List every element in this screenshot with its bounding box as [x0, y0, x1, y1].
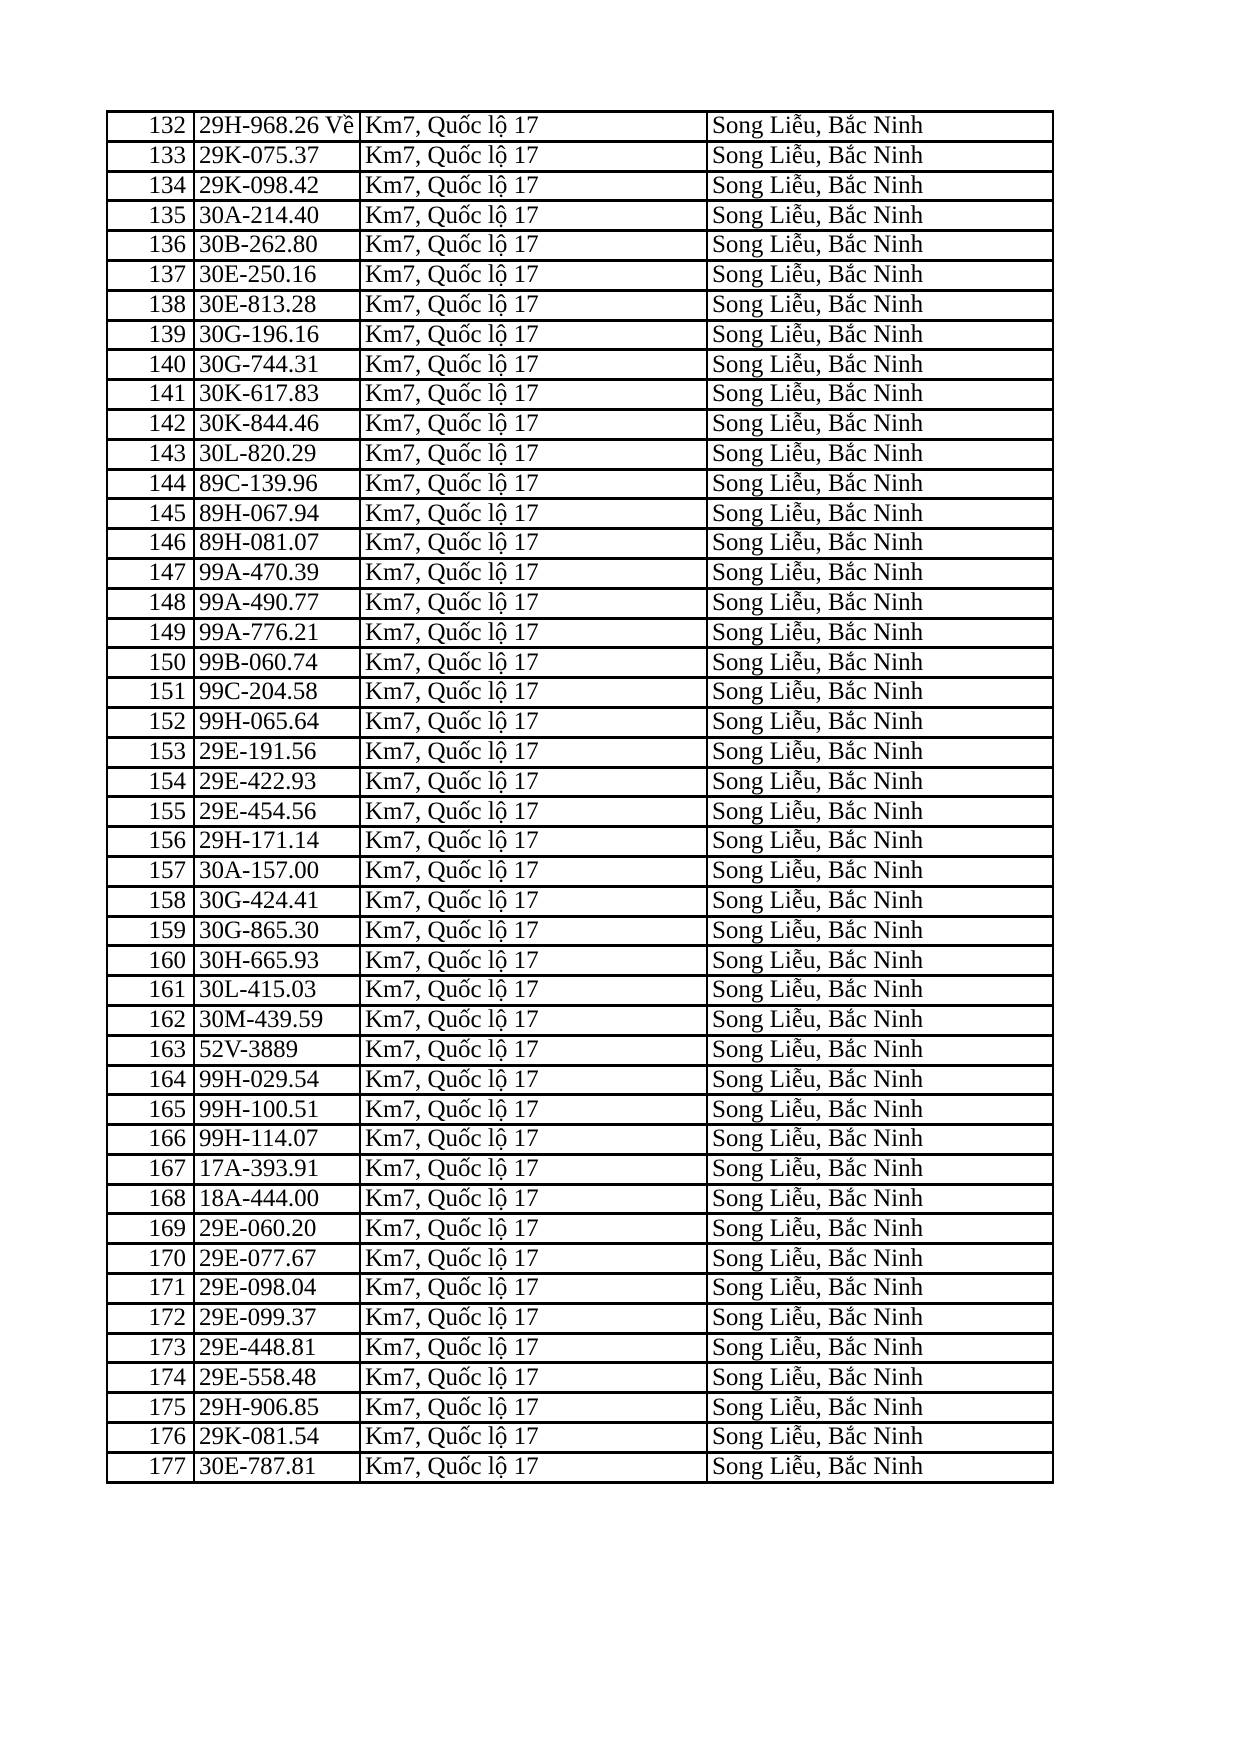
location-cell: Km7, Quốc lộ 17 [360, 1244, 707, 1274]
table-body [107, 112, 1053, 1483]
location-cell: Km7, Quốc lộ 17 [360, 856, 707, 886]
location-cell: Km7, Quốc lộ 17 [360, 558, 707, 588]
table-row [107, 1184, 1053, 1214]
location-cell: Km7, Quốc lộ 17 [360, 439, 707, 469]
table-row [107, 112, 1053, 142]
row-number-cell: 157 [107, 856, 194, 886]
table-row [107, 529, 1053, 559]
plate-cell: 30M-439.59 [194, 1005, 360, 1035]
plate-cell: 30A-157.00 [194, 856, 360, 886]
plate-cell: 29E-099.37 [194, 1303, 360, 1333]
row-number-cell: 141 [107, 380, 194, 410]
plate-cell: 29H-171.14 [194, 827, 360, 857]
district-cell: Song Liễu, Bắc Ninh [707, 1125, 1053, 1155]
table-row [107, 976, 1053, 1006]
location-cell: Km7, Quốc lộ 17 [360, 1065, 707, 1095]
table-row [107, 1035, 1053, 1065]
table-row [107, 201, 1053, 231]
row-number-cell: 168 [107, 1184, 194, 1214]
row-number-cell: 173 [107, 1333, 194, 1363]
plate-cell: 30E-813.28 [194, 290, 360, 320]
district-cell: Song Liễu, Bắc Ninh [707, 290, 1053, 320]
district-cell: Song Liễu, Bắc Ninh [707, 112, 1053, 142]
row-number-cell: 143 [107, 439, 194, 469]
row-number-cell: 171 [107, 1274, 194, 1304]
table-row [107, 499, 1053, 529]
row-number-cell: 166 [107, 1125, 194, 1155]
row-number-cell: 153 [107, 737, 194, 767]
district-cell: Song Liễu, Bắc Ninh [707, 439, 1053, 469]
table-row [107, 1452, 1053, 1482]
plate-cell: 18A-444.00 [194, 1184, 360, 1214]
plate-cell: 99A-776.21 [194, 618, 360, 648]
district-cell: Song Liễu, Bắc Ninh [707, 767, 1053, 797]
district-cell: Song Liễu, Bắc Ninh [707, 1333, 1053, 1363]
plate-cell: 30L-820.29 [194, 439, 360, 469]
row-number-cell: 164 [107, 1065, 194, 1095]
plate-cell: 89H-081.07 [194, 529, 360, 559]
location-cell: Km7, Quốc lộ 17 [360, 409, 707, 439]
location-cell: Km7, Quốc lộ 17 [360, 1393, 707, 1423]
table-row [107, 171, 1053, 201]
district-cell: Song Liễu, Bắc Ninh [707, 916, 1053, 946]
district-cell: Song Liễu, Bắc Ninh [707, 886, 1053, 916]
district-cell: Song Liễu, Bắc Ninh [707, 409, 1053, 439]
plate-cell: 17A-393.91 [194, 1154, 360, 1184]
table-row [107, 618, 1053, 648]
plate-cell: 30A-214.40 [194, 201, 360, 231]
plate-cell: 30G-424.41 [194, 886, 360, 916]
table-row [107, 469, 1053, 499]
table-row [107, 707, 1053, 737]
plate-cell: 52V-3889 [194, 1035, 360, 1065]
location-cell: Km7, Quốc lộ 17 [360, 1154, 707, 1184]
location-cell: Km7, Quốc lộ 17 [360, 588, 707, 618]
district-cell: Song Liễu, Bắc Ninh [707, 827, 1053, 857]
location-cell: Km7, Quốc lộ 17 [360, 499, 707, 529]
row-number-cell: 145 [107, 499, 194, 529]
location-cell: Km7, Quốc lộ 17 [360, 469, 707, 499]
row-number-cell: 144 [107, 469, 194, 499]
row-number-cell: 162 [107, 1005, 194, 1035]
location-cell: Km7, Quốc lộ 17 [360, 1274, 707, 1304]
location-cell: Km7, Quốc lộ 17 [360, 976, 707, 1006]
row-number-cell: 142 [107, 409, 194, 439]
row-number-cell: 136 [107, 231, 194, 261]
district-cell: Song Liễu, Bắc Ninh [707, 201, 1053, 231]
row-number-cell: 155 [107, 797, 194, 827]
location-cell: Km7, Quốc lộ 17 [360, 1125, 707, 1155]
table-row [107, 886, 1053, 916]
plate-cell: 29E-060.20 [194, 1214, 360, 1244]
district-cell: Song Liễu, Bắc Ninh [707, 1393, 1053, 1423]
row-number-cell: 170 [107, 1244, 194, 1274]
row-number-cell: 158 [107, 886, 194, 916]
row-number-cell: 174 [107, 1363, 194, 1393]
row-number-cell: 177 [107, 1452, 194, 1482]
table-row [107, 409, 1053, 439]
district-cell: Song Liễu, Bắc Ninh [707, 141, 1053, 171]
district-cell: Song Liễu, Bắc Ninh [707, 1363, 1053, 1393]
district-cell: Song Liễu, Bắc Ninh [707, 260, 1053, 290]
district-cell: Song Liễu, Bắc Ninh [707, 1303, 1053, 1333]
location-cell: Km7, Quốc lộ 17 [360, 678, 707, 708]
plate-cell: 29K-081.54 [194, 1423, 360, 1453]
district-cell: Song Liễu, Bắc Ninh [707, 1423, 1053, 1453]
location-cell: Km7, Quốc lộ 17 [360, 1184, 707, 1214]
district-cell: Song Liễu, Bắc Ninh [707, 588, 1053, 618]
row-number-cell: 140 [107, 350, 194, 380]
plate-cell: 29K-075.37 [194, 141, 360, 171]
location-cell: Km7, Quốc lộ 17 [360, 767, 707, 797]
row-number-cell: 139 [107, 320, 194, 350]
row-number-cell: 150 [107, 648, 194, 678]
location-cell: Km7, Quốc lộ 17 [360, 618, 707, 648]
location-cell: Km7, Quốc lộ 17 [360, 1452, 707, 1482]
location-cell: Km7, Quốc lộ 17 [360, 1214, 707, 1244]
row-number-cell: 165 [107, 1095, 194, 1125]
location-cell: Km7, Quốc lộ 17 [360, 827, 707, 857]
table-row [107, 290, 1053, 320]
district-cell: Song Liễu, Bắc Ninh [707, 976, 1053, 1006]
location-cell: Km7, Quốc lộ 17 [360, 1363, 707, 1393]
location-cell: Km7, Quốc lộ 17 [360, 201, 707, 231]
plate-cell: 30E-250.16 [194, 260, 360, 290]
table-row [107, 588, 1053, 618]
row-number-cell: 163 [107, 1035, 194, 1065]
location-cell: Km7, Quốc lộ 17 [360, 1095, 707, 1125]
location-cell: Km7, Quốc lộ 17 [360, 231, 707, 261]
table-row [107, 439, 1053, 469]
location-cell: Km7, Quốc lộ 17 [360, 141, 707, 171]
row-number-cell: 133 [107, 141, 194, 171]
table-row [107, 231, 1053, 261]
district-cell: Song Liễu, Bắc Ninh [707, 1452, 1053, 1482]
plate-cell: 30G-865.30 [194, 916, 360, 946]
row-number-cell: 146 [107, 529, 194, 559]
location-cell: Km7, Quốc lộ 17 [360, 529, 707, 559]
table-row [107, 260, 1053, 290]
location-cell: Km7, Quốc lộ 17 [360, 112, 707, 142]
table-row [107, 1005, 1053, 1035]
row-number-cell: 152 [107, 707, 194, 737]
row-number-cell: 151 [107, 678, 194, 708]
location-cell: Km7, Quốc lộ 17 [360, 1423, 707, 1453]
table-row [107, 856, 1053, 886]
table-row [107, 350, 1053, 380]
district-cell: Song Liễu, Bắc Ninh [707, 320, 1053, 350]
district-cell: Song Liễu, Bắc Ninh [707, 1184, 1053, 1214]
row-number-cell: 159 [107, 916, 194, 946]
district-cell: Song Liễu, Bắc Ninh [707, 946, 1053, 976]
plate-cell: 30G-196.16 [194, 320, 360, 350]
plate-cell: 99A-470.39 [194, 558, 360, 588]
plate-cell: 29E-077.67 [194, 1244, 360, 1274]
row-number-cell: 134 [107, 171, 194, 201]
plate-cell: 29E-098.04 [194, 1274, 360, 1304]
district-cell: Song Liễu, Bắc Ninh [707, 350, 1053, 380]
district-cell: Song Liễu, Bắc Ninh [707, 231, 1053, 261]
table-row [107, 827, 1053, 857]
row-number-cell: 132 [107, 112, 194, 142]
row-number-cell: 156 [107, 827, 194, 857]
location-cell: Km7, Quốc lộ 17 [360, 886, 707, 916]
table-row [107, 737, 1053, 767]
row-number-cell: 172 [107, 1303, 194, 1333]
row-number-cell: 169 [107, 1214, 194, 1244]
district-cell: Song Liễu, Bắc Ninh [707, 707, 1053, 737]
row-number-cell: 138 [107, 290, 194, 320]
plate-cell: 99C-204.58 [194, 678, 360, 708]
district-cell: Song Liễu, Bắc Ninh [707, 1214, 1053, 1244]
table-row [107, 1125, 1053, 1155]
district-cell: Song Liễu, Bắc Ninh [707, 1005, 1053, 1035]
district-cell: Song Liễu, Bắc Ninh [707, 618, 1053, 648]
table-row [107, 558, 1053, 588]
table-row [107, 678, 1053, 708]
plate-cell: 29E-422.93 [194, 767, 360, 797]
table-row [107, 1274, 1053, 1304]
row-number-cell: 167 [107, 1154, 194, 1184]
vehicle-records-table [106, 110, 1054, 1484]
location-cell: Km7, Quốc lộ 17 [360, 290, 707, 320]
plate-cell: 29E-454.56 [194, 797, 360, 827]
location-cell: Km7, Quốc lộ 17 [360, 1303, 707, 1333]
table-row [107, 1363, 1053, 1393]
location-cell: Km7, Quốc lộ 17 [360, 737, 707, 767]
location-cell: Km7, Quốc lộ 17 [360, 1333, 707, 1363]
table-row [107, 1423, 1053, 1453]
district-cell: Song Liễu, Bắc Ninh [707, 1065, 1053, 1095]
table-row [107, 1393, 1053, 1423]
district-cell: Song Liễu, Bắc Ninh [707, 856, 1053, 886]
row-number-cell: 147 [107, 558, 194, 588]
table-row [107, 648, 1053, 678]
row-number-cell: 149 [107, 618, 194, 648]
plate-cell: 99B-060.74 [194, 648, 360, 678]
plate-cell: 30G-744.31 [194, 350, 360, 380]
district-cell: Song Liễu, Bắc Ninh [707, 529, 1053, 559]
plate-cell: 29H-906.85 [194, 1393, 360, 1423]
district-cell: Song Liễu, Bắc Ninh [707, 558, 1053, 588]
location-cell: Km7, Quốc lộ 17 [360, 260, 707, 290]
table-row [107, 1303, 1053, 1333]
location-cell: Km7, Quốc lộ 17 [360, 320, 707, 350]
location-cell: Km7, Quốc lộ 17 [360, 707, 707, 737]
location-cell: Km7, Quốc lộ 17 [360, 1005, 707, 1035]
plate-cell: 30K-617.83 [194, 380, 360, 410]
row-number-cell: 135 [107, 201, 194, 231]
location-cell: Km7, Quốc lộ 17 [360, 350, 707, 380]
table-row [107, 767, 1053, 797]
plate-cell: 99H-100.51 [194, 1095, 360, 1125]
row-number-cell: 176 [107, 1423, 194, 1453]
location-cell: Km7, Quốc lộ 17 [360, 946, 707, 976]
location-cell: Km7, Quốc lộ 17 [360, 171, 707, 201]
district-cell: Song Liễu, Bắc Ninh [707, 797, 1053, 827]
row-number-cell: 160 [107, 946, 194, 976]
plate-cell: 29K-098.42 [194, 171, 360, 201]
table-row [107, 380, 1053, 410]
table-row [107, 1154, 1053, 1184]
plate-cell: 89H-067.94 [194, 499, 360, 529]
table-row [107, 946, 1053, 976]
plate-cell: 99A-490.77 [194, 588, 360, 618]
row-number-cell: 161 [107, 976, 194, 1006]
table-row [107, 1095, 1053, 1125]
district-cell: Song Liễu, Bắc Ninh [707, 380, 1053, 410]
table-row [107, 141, 1053, 171]
district-cell: Song Liễu, Bắc Ninh [707, 1244, 1053, 1274]
plate-cell: 30H-665.93 [194, 946, 360, 976]
district-cell: Song Liễu, Bắc Ninh [707, 1154, 1053, 1184]
plate-cell: 30B-262.80 [194, 231, 360, 261]
district-cell: Song Liễu, Bắc Ninh [707, 499, 1053, 529]
plate-cell: 99H-114.07 [194, 1125, 360, 1155]
district-cell: Song Liễu, Bắc Ninh [707, 1035, 1053, 1065]
table-row [107, 1214, 1053, 1244]
plate-cell: 30K-844.46 [194, 409, 360, 439]
district-cell: Song Liễu, Bắc Ninh [707, 678, 1053, 708]
plate-cell: 89C-139.96 [194, 469, 360, 499]
table-row [107, 1065, 1053, 1095]
district-cell: Song Liễu, Bắc Ninh [707, 1095, 1053, 1125]
plate-cell: 29E-448.81 [194, 1333, 360, 1363]
plate-cell: 29E-191.56 [194, 737, 360, 767]
row-number-cell: 137 [107, 260, 194, 290]
row-number-cell: 154 [107, 767, 194, 797]
district-cell: Song Liễu, Bắc Ninh [707, 171, 1053, 201]
table-row [107, 797, 1053, 827]
plate-cell: 29H-968.26 Về [194, 112, 360, 142]
district-cell: Song Liễu, Bắc Ninh [707, 1274, 1053, 1304]
location-cell: Km7, Quốc lộ 17 [360, 797, 707, 827]
location-cell: Km7, Quốc lộ 17 [360, 916, 707, 946]
row-number-cell: 148 [107, 588, 194, 618]
table-row [107, 320, 1053, 350]
location-cell: Km7, Quốc lộ 17 [360, 380, 707, 410]
row-number-cell: 175 [107, 1393, 194, 1423]
table-row [107, 916, 1053, 946]
plate-cell: 30E-787.81 [194, 1452, 360, 1482]
table-row [107, 1333, 1053, 1363]
plate-cell: 99H-065.64 [194, 707, 360, 737]
plate-cell: 99H-029.54 [194, 1065, 360, 1095]
district-cell: Song Liễu, Bắc Ninh [707, 648, 1053, 678]
table-row [107, 1244, 1053, 1274]
district-cell: Song Liễu, Bắc Ninh [707, 469, 1053, 499]
location-cell: Km7, Quốc lộ 17 [360, 1035, 707, 1065]
plate-cell: 29E-558.48 [194, 1363, 360, 1393]
location-cell: Km7, Quốc lộ 17 [360, 648, 707, 678]
district-cell: Song Liễu, Bắc Ninh [707, 737, 1053, 767]
plate-cell: 30L-415.03 [194, 976, 360, 1006]
